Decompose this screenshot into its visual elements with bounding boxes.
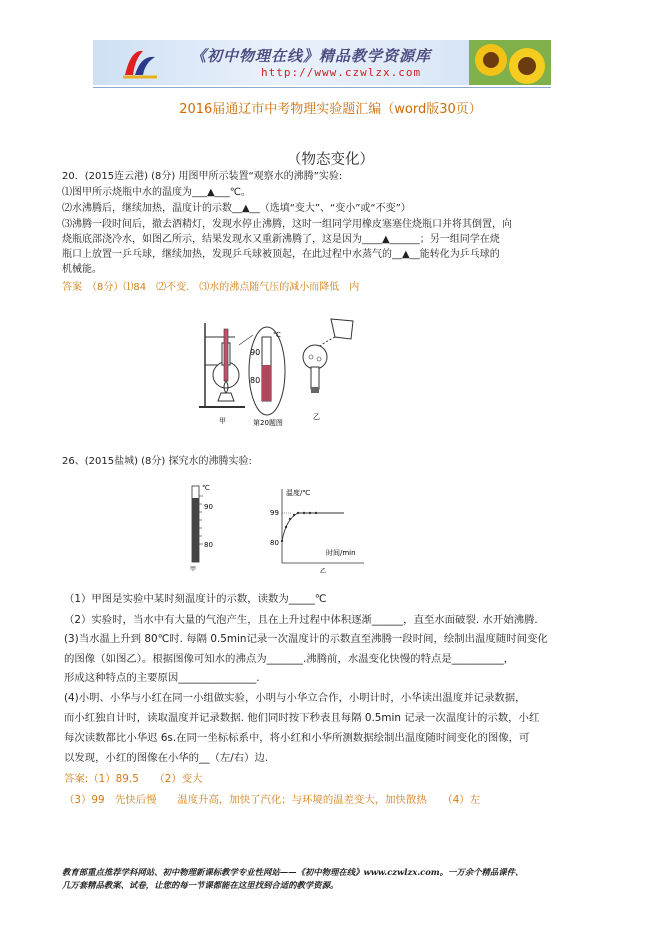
thermo-tick-90: 90: [204, 503, 213, 511]
q20-figure: [195, 315, 375, 435]
section-title: （物态变化）: [287, 152, 374, 168]
q20-header: 20．(2015连云港) (8分) 用图甲所示装置“观察水的沸腾”实验:: [62, 171, 343, 182]
site-banner: [93, 40, 551, 85]
q20-line-5: 瓶口上放置一乒乓球，继续加热，发现乒乓球被顶起，在此过程中水蒸气的__▲__能转化为乒乓球的: [62, 249, 500, 260]
q20-line-3: ⑶沸腾一段时间后，撤去酒精灯，发现水停止沸腾，这时一组同学用橡皮塞塞住烧瓶口并将其倒置，向: [62, 219, 512, 230]
q26-graph: [268, 485, 368, 575]
thermo-label: 甲: [190, 566, 197, 572]
q20-line-4: 烧瓶底部浇冷水，如图乙所示，结果发现水又重新沸腾了，这是因为____▲______；另一组同学在烧: [62, 234, 500, 245]
fig20-caption: 第20题图: [253, 419, 283, 427]
graph-tick-80: 80: [270, 539, 279, 547]
fig20-tick-80: 80: [250, 376, 261, 385]
q26-part-4a: (4)小明、小华与小红在同一小组做实验，小明与小华立合作，小明计时，小华读出温度并记录数据，: [64, 692, 526, 704]
graph-ylabel: 温度/℃: [286, 489, 311, 497]
q26-thermometer: [184, 482, 224, 572]
thermo-tick-80: 80: [204, 541, 213, 549]
fig20-unit: ℃: [273, 331, 281, 339]
banner-divider: [93, 87, 551, 88]
q26-header: 26、(2015盐城) (8分) 探究水的沸腾实验:: [62, 456, 252, 467]
sunflower-icon: [469, 40, 551, 85]
footer-line-2: 几万套精品教案、试卷，让您的每一节课都能在这里找到合适的教学资源。: [62, 880, 339, 890]
q26-part-1: （1）甲图是实验中某时刻温度计的示数，读数为_____℃: [64, 593, 327, 605]
q26-part-4c: 每次读数都比小华迟 6s.在同一坐标标系中，将小红和小华所测数据绘制出温度随时间变化的图像，可: [64, 732, 530, 744]
q26-answer-2: （3）99 先快后慢 温度升高，加快了汽化；与环境的温差变大，加快散热 （4）左: [64, 794, 481, 806]
banner-title: 《初中物理在线》精品教学资源库: [191, 47, 432, 65]
q20-line-6: 机械能。: [62, 264, 102, 275]
q26-part-3a: (3)当水温上升到 80℃时. 每隔 0.5min记录一次温度计的示数直至沸腾一段时间，绘制出温度随时间变化: [64, 633, 548, 645]
q20-line-1: ⑴图甲所示烧瓶中水的温度为___▲___℃。: [62, 187, 251, 198]
q26-part-2: （2）实验时，当水中有大量的气泡产生，且在上升过程中体积逐渐______，直至水面破裂. 水开始沸腾.: [64, 614, 538, 626]
q26-part-4d: 以发现，小红的图像在小华的__（左/右）边.: [64, 752, 269, 764]
fig20-label-yi: 乙: [313, 413, 320, 421]
thermo-unit: ℃: [202, 484, 210, 492]
document-title: 2016届通辽市中考物理实验题汇编（word版30页）: [179, 102, 482, 117]
fig20-tick-90: 90: [250, 348, 261, 357]
fig20-label-jia: 甲: [219, 417, 226, 425]
q26-part-4b: 而小红独自计时，读取温度并记录数据. 他们同时按下秒表且每隔 0.5min 记录一次温度计的示数，小红: [64, 712, 540, 724]
graph-label: 乙: [320, 568, 327, 575]
banner-url: http://www.czwlzx.com: [261, 66, 422, 79]
q20-answer: 答案 （8分）⑴84 ⑵不变. ⑶水的沸点随气压的减小而降低 内: [62, 282, 360, 293]
q26-part-3b: 的图像（如图乙）。根据图像可知水的沸点为_______.沸腾前，水温变化快慢的特点是__________，: [64, 653, 515, 665]
site-logo-icon: [121, 45, 159, 81]
q26-part-3c: 形成这种特点的主要原因_______________.: [64, 672, 260, 684]
q20-line-2: ⑵水沸腾后，继续加热，温度计的示数__▲__（选填“变大”、“变小”或“不变”）: [62, 203, 411, 214]
q26-answer-1: 答案:（1）89.5 （2）变大: [64, 773, 203, 785]
graph-xlabel: 时间/min: [326, 549, 356, 557]
footer-line-1: 教育部重点推荐学科网站、初中物理新课标教学专业性网站——《初中物理在线》www.czwlzx.com。一万余个精品课件、: [62, 867, 524, 877]
graph-tick-99: 99: [270, 509, 279, 517]
